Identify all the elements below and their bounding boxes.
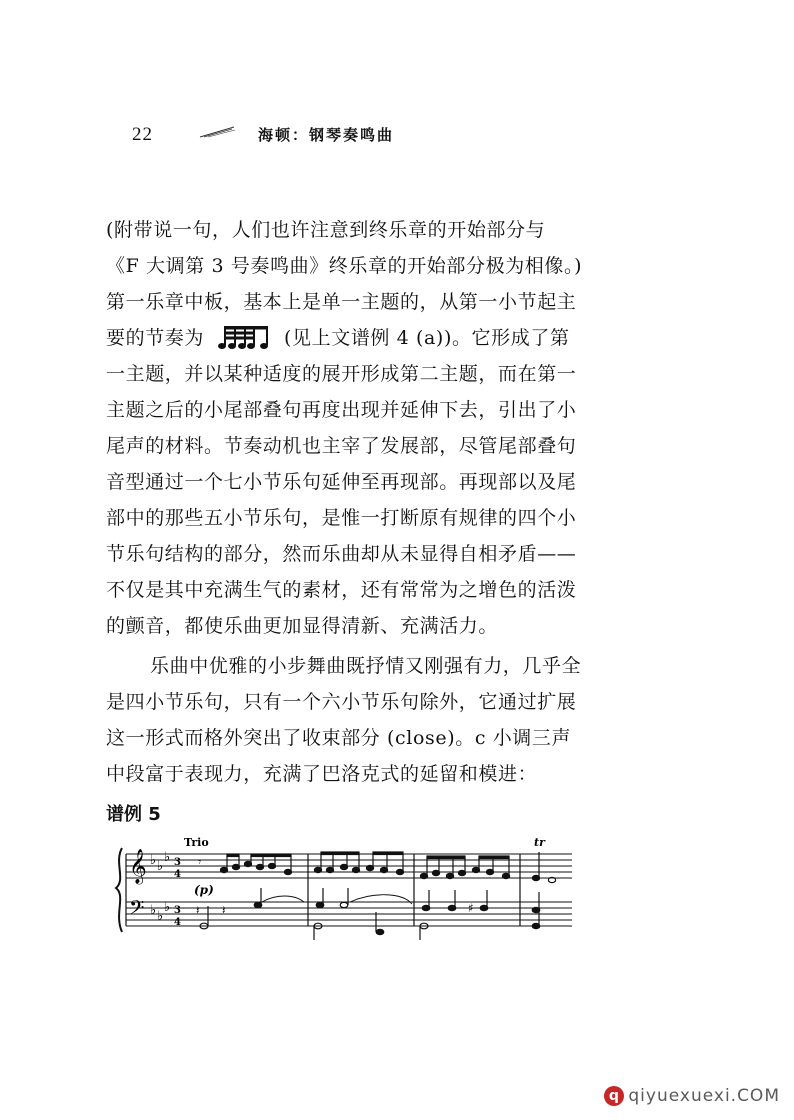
- key-signature: [150, 850, 170, 924]
- text-line: 乐曲中优雅的小步舞曲既抒情又刚强有力，几乎全: [150, 655, 582, 677]
- text-line-with-rhythm: [106, 320, 666, 356]
- treble-clef-icon: 𝄞: [129, 849, 147, 884]
- svg-text:♯: ♯: [468, 901, 474, 915]
- svg-text:♭: ♭: [157, 859, 164, 874]
- rhythm-figure-icon: [216, 324, 272, 350]
- text-line: 第一乐章中板，基本上是单一主题的，从第一小节起主: [106, 291, 577, 313]
- svg-text:♭: ♭: [164, 850, 171, 865]
- svg-text:♭: ♭: [150, 853, 157, 868]
- page-number: 22: [132, 124, 153, 145]
- svg-text:♭: ♭: [157, 909, 164, 924]
- dynamic-mark: (p): [194, 883, 214, 897]
- svg-text:4: 4: [174, 869, 181, 880]
- text-line: 主题之后的小尾部叠句再度出现并延伸下去，引出了小: [106, 399, 577, 421]
- text-line: 节乐句结构的部分，然而乐曲却从未显得自相矛盾——: [106, 543, 577, 565]
- svg-text:4: 4: [174, 917, 181, 928]
- svg-text:𝄾: 𝄾: [198, 855, 202, 869]
- text-line: 中段富于表现力，充满了巴洛克式的延留和模进：: [106, 763, 538, 785]
- text-line: 是四小节乐句，只有一个六小节乐句除外，它通过扩展: [106, 691, 577, 713]
- watermark-text: qiyuexuexi.COM: [628, 1086, 780, 1106]
- q-logo-icon: q: [604, 1086, 624, 1106]
- text-line: 尾声的材料。节奏动机也主宰了发展部，尽管尾部叠句: [106, 435, 577, 457]
- text-line: (附带说一句，人们也许注意到终乐章的开始部分与: [106, 219, 546, 241]
- watermark: [604, 1086, 780, 1106]
- body-text: [106, 212, 666, 792]
- svg-text:3: 3: [174, 905, 181, 916]
- bass-staff: [126, 902, 572, 926]
- text-line: 部中的那些五小节乐句，是惟一打断原有规律的四个小: [106, 507, 577, 529]
- example-label: 谱例 5: [106, 804, 161, 825]
- text-fragment: (见上文谱例 4 (a))。它形成了第: [284, 327, 570, 349]
- text-line: 一主题，并以某种适度的展开形成第二主题，而在第一: [106, 363, 577, 385]
- svg-text:♭: ♭: [150, 903, 157, 918]
- text-line: 音型通过一个七小节乐句延伸至再现部。再现部以及尾: [106, 471, 577, 493]
- trill-mark: tr: [534, 836, 545, 849]
- brace-icon: [116, 848, 122, 932]
- text-line: 不仅是其中充满生气的素材，还有常常为之增色的活泼: [106, 579, 577, 601]
- text-line: 这一形式而格外突出了收束部分 (close)。c 小调三声: [106, 727, 572, 749]
- tempo-mark: Trio: [184, 836, 209, 849]
- header-ornament-icon: [198, 124, 238, 140]
- svg-text:♭: ♭: [164, 900, 171, 915]
- svg-text:𝄽: 𝄽: [196, 903, 200, 917]
- svg-text:3: 3: [174, 857, 181, 868]
- running-title: 海顿：钢琴奏鸣曲: [258, 126, 395, 144]
- text-line: 《F 大调第 3 号奏鸣曲》终乐章的开始部分极为相像。): [106, 255, 583, 277]
- text-fragment: 要的节奏为: [106, 327, 205, 349]
- bass-clef-icon: 𝄢: [129, 896, 145, 924]
- text-line: 的颤音，都使乐曲更加显得清新、充满活力。: [106, 615, 499, 637]
- time-signature: [174, 857, 181, 928]
- svg-text:𝄽: 𝄽: [222, 903, 226, 917]
- music-score: [112, 832, 582, 942]
